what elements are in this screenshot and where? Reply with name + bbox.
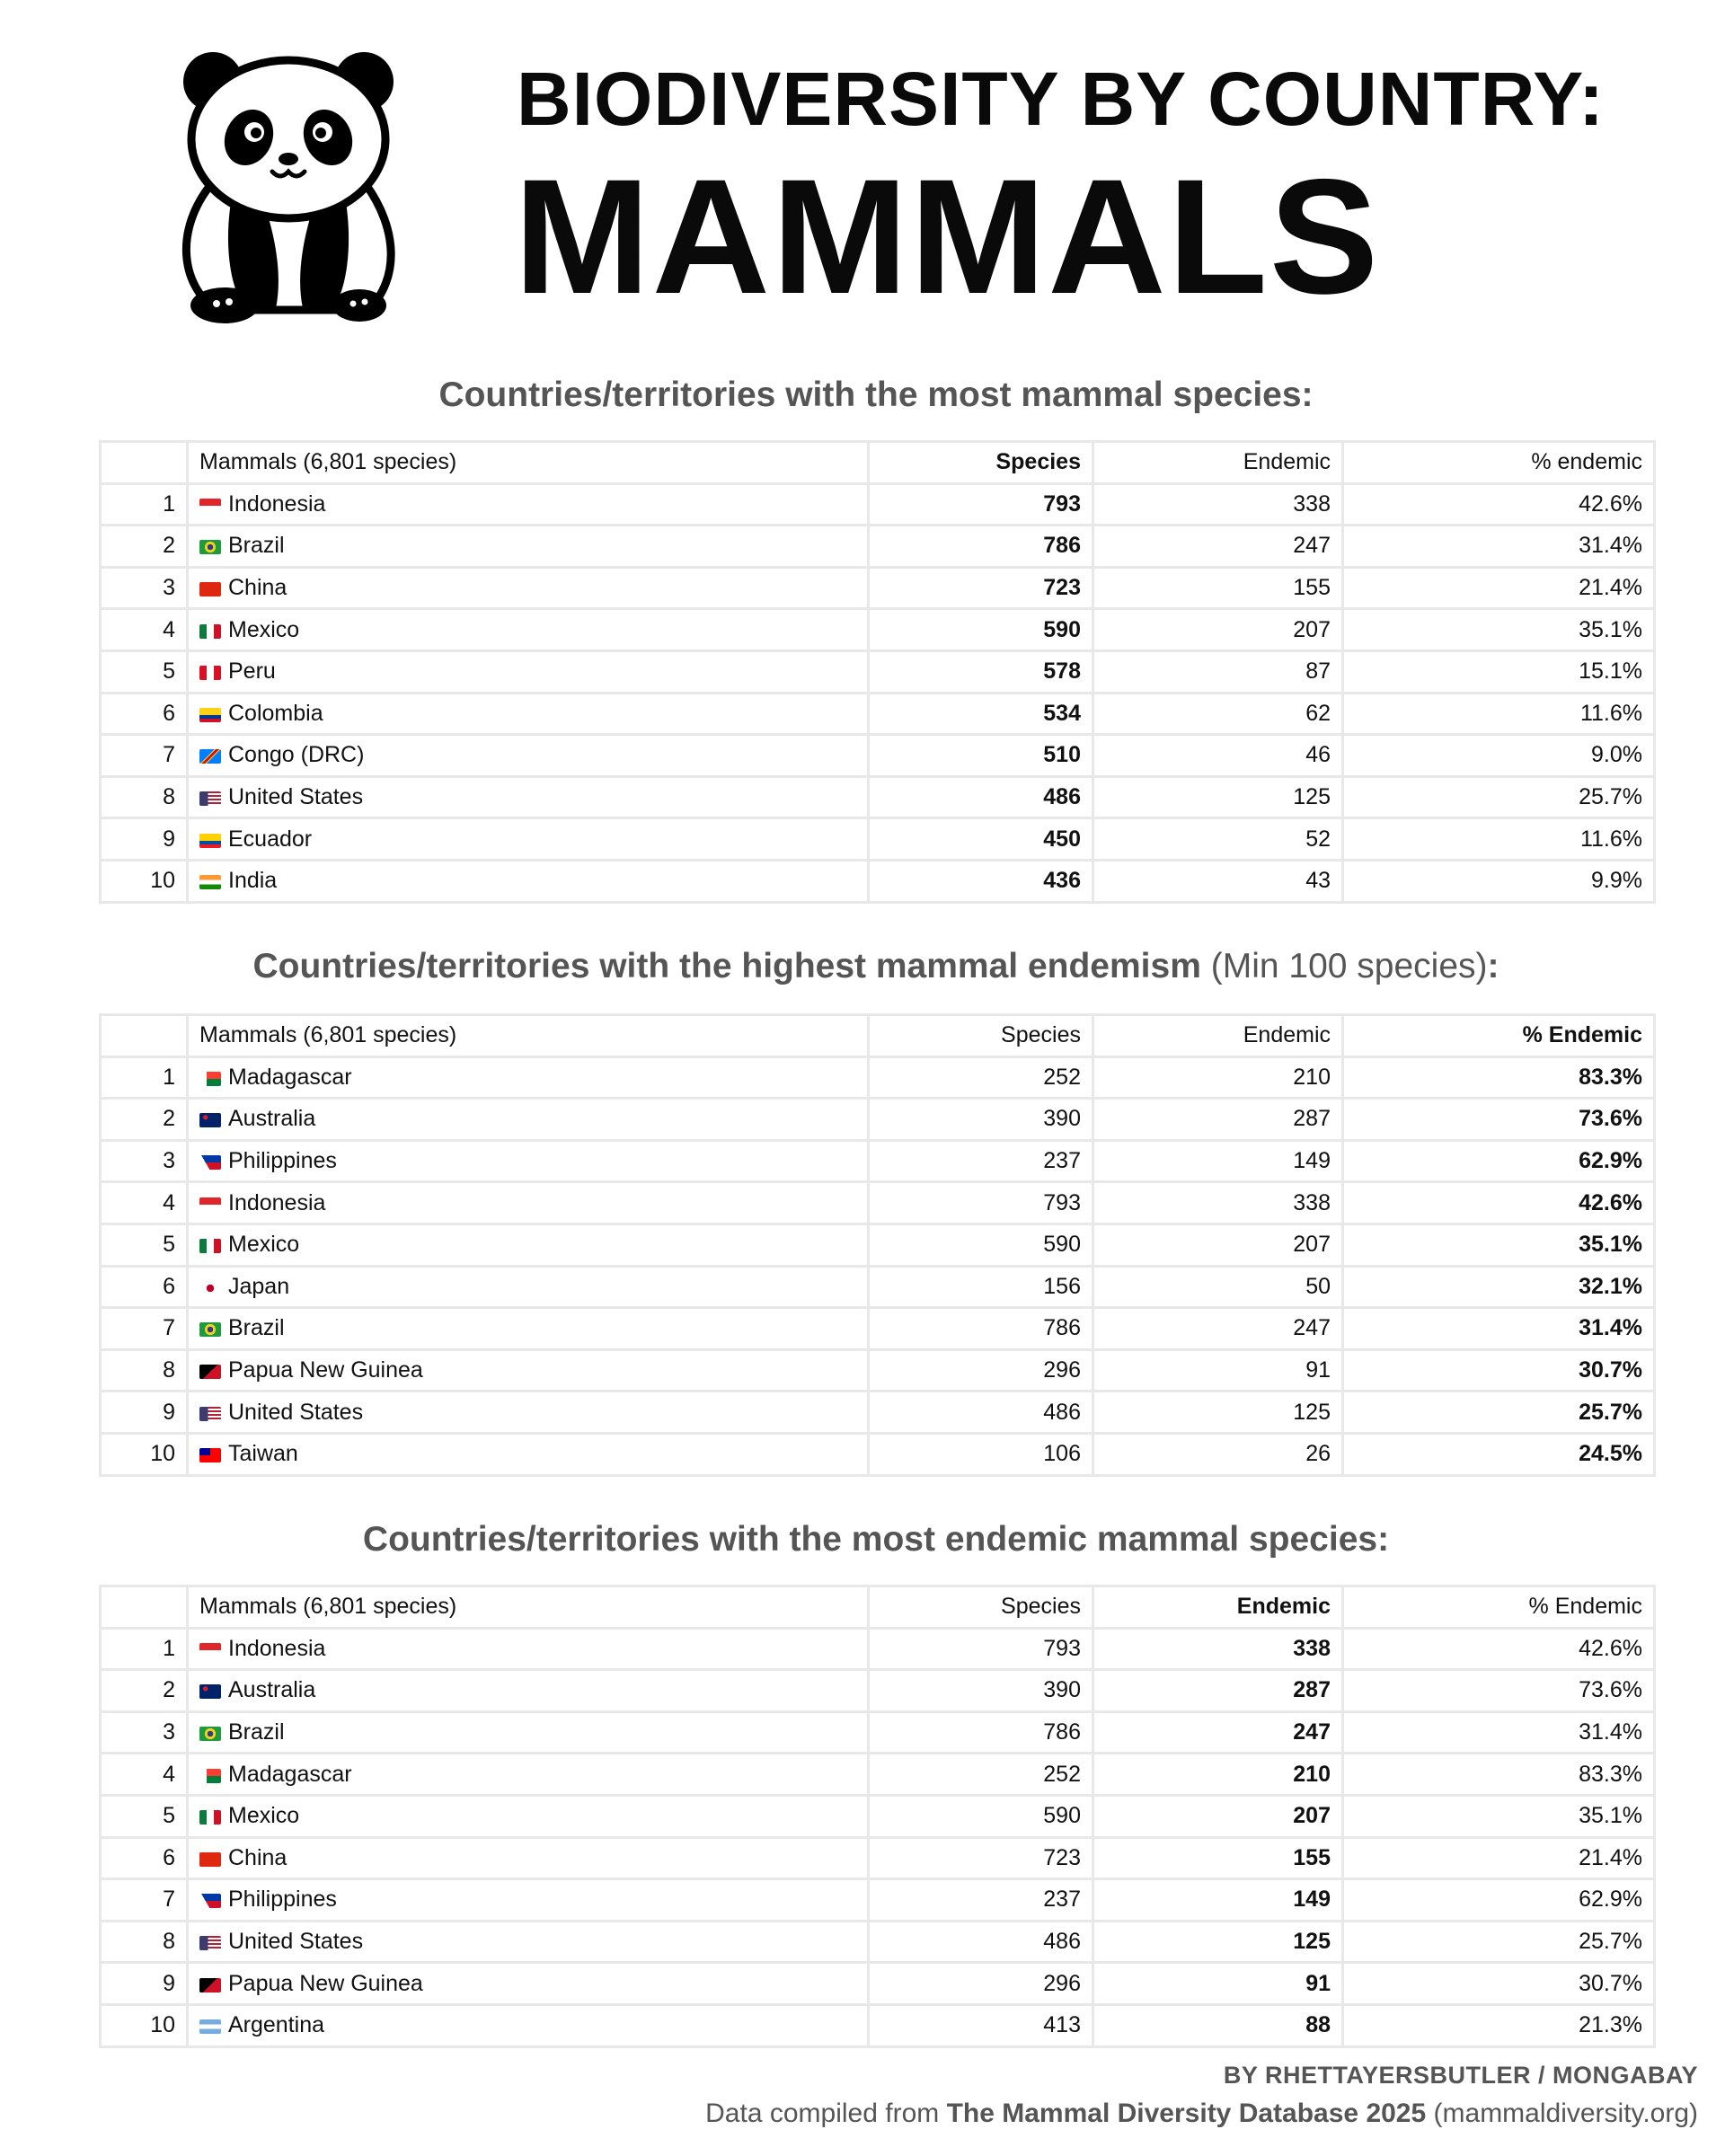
endemic-cell: 91 (1093, 1963, 1343, 2005)
table-row (101, 526, 1655, 568)
endemic-cell: 247 (1093, 1308, 1343, 1350)
species-cell: 296 (869, 1349, 1093, 1392)
brazil-flag-icon (199, 540, 221, 554)
table-row (101, 860, 1655, 902)
country-cell (188, 567, 869, 609)
australia-flag-icon (199, 1113, 221, 1127)
endemic-cell: 125 (1093, 1921, 1343, 1963)
table-row (101, 1224, 1655, 1266)
species-cell: 436 (869, 860, 1093, 902)
rank-cell: 9 (101, 1392, 188, 1434)
table-row (101, 2004, 1655, 2046)
rank-cell: 4 (101, 1754, 188, 1796)
rank-cell: 8 (101, 776, 188, 818)
table-row (101, 1392, 1655, 1434)
rank-cell: 9 (101, 818, 188, 861)
endemic-cell: 338 (1093, 1182, 1343, 1224)
table-row (101, 1056, 1655, 1099)
species-cell: 450 (869, 818, 1093, 861)
country-name: United States (228, 784, 364, 810)
title-line-1: BIODIVERSITY BY COUNTRY: (517, 57, 1606, 141)
endemic-cell: 207 (1093, 609, 1343, 651)
country-cell (188, 1837, 869, 1879)
country-cell (188, 776, 869, 818)
rank-cell: 1 (101, 1628, 188, 1670)
country-name: Madagascar (228, 1064, 352, 1090)
country-name: Indonesia (228, 1189, 326, 1215)
country-name: Australia (228, 1106, 316, 1132)
source-name: The Mammal Diversity Database 2025 (946, 2099, 1427, 2128)
pct-endemic-cell: 73.6% (1343, 1670, 1655, 1712)
rank-cell: 2 (101, 1670, 188, 1712)
endemic-cell: 338 (1093, 483, 1343, 526)
table-row (101, 1754, 1655, 1796)
section-heading-main: Countries/territories with the highest mammal endemism (252, 947, 1201, 985)
endemic-cell: 287 (1093, 1670, 1343, 1712)
rank-cell: 5 (101, 1224, 188, 1266)
country-name: Australia (228, 1677, 316, 1703)
rank-cell: 4 (101, 609, 188, 651)
column-header (101, 1586, 188, 1629)
table-row (101, 1182, 1655, 1224)
species-cell: 237 (869, 1140, 1093, 1182)
brazil-flag-icon (199, 1727, 221, 1741)
country-cell (188, 693, 869, 735)
table-row (101, 1628, 1655, 1670)
india-flag-icon (199, 875, 221, 889)
colombia-flag-icon (199, 708, 221, 722)
rank-cell: 2 (101, 526, 188, 568)
country-cell (188, 1963, 869, 2005)
madagascar-flag-icon (199, 1072, 221, 1086)
country-name: Ecuador (228, 826, 313, 852)
species-cell: 486 (869, 1921, 1093, 1963)
pct-endemic-cell: 31.4% (1343, 1308, 1655, 1350)
endemic-cell: 43 (1093, 860, 1343, 902)
table-row (101, 776, 1655, 818)
country-cell (188, 1099, 869, 1141)
table-row (101, 1879, 1655, 1922)
endemic-cell: 207 (1093, 1224, 1343, 1266)
species-cell: 590 (869, 1224, 1093, 1266)
mexico-flag-icon (199, 624, 221, 639)
rank-cell: 10 (101, 860, 188, 902)
pct-endemic-cell: 31.4% (1343, 526, 1655, 568)
table-most-species (99, 440, 1656, 904)
table-row (101, 1140, 1655, 1182)
species-cell: 793 (869, 1628, 1093, 1670)
section-heading-note: (Min 100 species) (1210, 947, 1488, 985)
pct-endemic-cell: 25.7% (1343, 1921, 1655, 1963)
pct-endemic-cell: 32.1% (1343, 1266, 1655, 1308)
pct-endemic-cell: 24.5% (1343, 1433, 1655, 1475)
endemic-cell: 210 (1093, 1754, 1343, 1796)
rank-cell: 10 (101, 2004, 188, 2046)
table-most-endemic (99, 1585, 1656, 2048)
country-cell (188, 818, 869, 861)
country-name: Papua New Guinea (228, 1970, 423, 1996)
table-row (101, 735, 1655, 777)
country-name: Indonesia (228, 490, 326, 517)
table-row (101, 1837, 1655, 1879)
column-header: Species (869, 1015, 1093, 1057)
pct-endemic-cell: 30.7% (1343, 1349, 1655, 1392)
country-cell (188, 650, 869, 693)
species-cell: 793 (869, 483, 1093, 526)
country-cell (188, 1392, 869, 1434)
ecuador-flag-icon (199, 834, 221, 848)
pct-endemic-cell: 9.0% (1343, 735, 1655, 777)
species-cell: 590 (869, 609, 1093, 651)
country-cell (188, 1879, 869, 1922)
table-row (101, 650, 1655, 693)
table-row (101, 1921, 1655, 1963)
page-title: MAMMALS (514, 145, 1381, 328)
species-cell: 510 (869, 735, 1093, 777)
country-name: Brazil (228, 533, 285, 559)
rank-cell: 5 (101, 1795, 188, 1837)
table-row (101, 818, 1655, 861)
pct-endemic-cell: 21.4% (1343, 567, 1655, 609)
endemic-cell: 247 (1093, 526, 1343, 568)
column-header: Endemic (1093, 1015, 1343, 1057)
png-flag-icon (199, 1978, 221, 1993)
species-cell: 390 (869, 1670, 1093, 1712)
rank-cell: 1 (101, 1056, 188, 1099)
endemic-cell: 87 (1093, 650, 1343, 693)
credit: BY RHETTAYERSBUTLER / MONGABAY (1223, 2062, 1698, 2089)
endemic-cell: 210 (1093, 1056, 1343, 1099)
endemic-cell: 26 (1093, 1433, 1343, 1475)
table-row (101, 1711, 1655, 1754)
rank-cell: 7 (101, 735, 188, 777)
endemic-cell: 125 (1093, 1392, 1343, 1434)
country-cell (188, 1711, 869, 1754)
column-header: % endemic (1343, 442, 1655, 484)
pct-endemic-cell: 73.6% (1343, 1099, 1655, 1141)
country-name: Colombia (228, 700, 323, 726)
mexico-flag-icon (199, 1810, 221, 1825)
table-row (101, 1670, 1655, 1712)
table-header-row (101, 1586, 1655, 1629)
rank-cell: 3 (101, 1140, 188, 1182)
table-row (101, 567, 1655, 609)
country-name: Mexico (228, 616, 300, 642)
species-cell: 390 (869, 1099, 1093, 1141)
section-heading (99, 947, 1653, 986)
rank-cell: 5 (101, 650, 188, 693)
species-cell: 723 (869, 1837, 1093, 1879)
column-header: Endemic (1093, 442, 1343, 484)
rank-cell: 7 (101, 1879, 188, 1922)
country-name: Madagascar (228, 1761, 352, 1787)
country-cell (188, 1670, 869, 1712)
section-heading-end: : (1487, 947, 1499, 985)
species-cell: 296 (869, 1963, 1093, 2005)
column-header: Species (869, 1586, 1093, 1629)
section-heading: Countries/territories with the most mammal species: (438, 376, 1314, 414)
table-row (101, 1349, 1655, 1392)
species-cell: 486 (869, 776, 1093, 818)
endemic-cell: 149 (1093, 1140, 1343, 1182)
pct-endemic-cell: 62.9% (1343, 1140, 1655, 1182)
column-header: Endemic (1093, 1586, 1343, 1629)
australia-flag-icon (199, 1684, 221, 1699)
country-cell (188, 1140, 869, 1182)
species-cell: 786 (869, 526, 1093, 568)
endemic-cell: 91 (1093, 1349, 1343, 1392)
section-highest-endemism (99, 947, 1653, 986)
country-name: Papua New Guinea (228, 1357, 423, 1383)
table-row (101, 609, 1655, 651)
indonesia-flag-icon (199, 1197, 221, 1212)
endemic-cell: 338 (1093, 1628, 1343, 1670)
drc-flag-icon (199, 749, 221, 764)
rank-cell: 6 (101, 1266, 188, 1308)
pct-endemic-cell: 83.3% (1343, 1754, 1655, 1796)
pct-endemic-cell: 35.1% (1343, 1224, 1655, 1266)
philippines-flag-icon (199, 1155, 221, 1170)
png-flag-icon (199, 1365, 221, 1379)
species-cell: 486 (869, 1392, 1093, 1434)
pct-endemic-cell: 31.4% (1343, 1711, 1655, 1754)
table-row (101, 1099, 1655, 1141)
rank-cell: 3 (101, 1711, 188, 1754)
china-flag-icon (199, 582, 221, 596)
table-row (101, 483, 1655, 526)
rank-cell: 9 (101, 1963, 188, 2005)
madagascar-flag-icon (199, 1769, 221, 1783)
indonesia-flag-icon (199, 499, 221, 513)
country-cell (188, 1628, 869, 1670)
country-cell (188, 1754, 869, 1796)
country-name: Japan (228, 1273, 290, 1299)
rank-cell: 2 (101, 1099, 188, 1141)
pct-endemic-cell: 42.6% (1343, 1182, 1655, 1224)
table-header-row (101, 1015, 1655, 1057)
rank-cell: 7 (101, 1308, 188, 1350)
country-name: Argentina (228, 2012, 325, 2038)
country-name: Philippines (228, 1148, 337, 1174)
species-cell: 534 (869, 693, 1093, 735)
country-cell (188, 1795, 869, 1837)
column-header (101, 442, 188, 484)
pct-endemic-cell: 21.4% (1343, 1837, 1655, 1879)
pct-endemic-cell: 42.6% (1343, 1628, 1655, 1670)
country-name: Brazil (228, 1315, 285, 1341)
table-row (101, 1433, 1655, 1475)
header (0, 0, 1725, 359)
taiwan-flag-icon (199, 1448, 221, 1462)
rank-cell: 6 (101, 693, 188, 735)
rank-cell: 1 (101, 483, 188, 526)
species-cell: 590 (869, 1795, 1093, 1837)
column-header: Mammals (6,801 species) (188, 1586, 869, 1629)
country-name: Brazil (228, 1719, 285, 1745)
section-most-endemic (99, 1520, 1653, 1560)
country-cell (188, 1182, 869, 1224)
pct-endemic-cell: 42.6% (1343, 483, 1655, 526)
species-cell: 786 (869, 1308, 1093, 1350)
endemic-cell: 207 (1093, 1795, 1343, 1837)
country-cell (188, 1056, 869, 1099)
endemic-cell: 125 (1093, 776, 1343, 818)
species-cell: 237 (869, 1879, 1093, 1922)
endemic-cell: 62 (1093, 693, 1343, 735)
pct-endemic-cell: 30.7% (1343, 1963, 1655, 2005)
country-cell (188, 1308, 869, 1350)
species-cell: 106 (869, 1433, 1093, 1475)
pct-endemic-cell: 15.1% (1343, 650, 1655, 693)
species-cell: 252 (869, 1056, 1093, 1099)
table-highest-endemism (99, 1013, 1656, 1477)
country-cell (188, 609, 869, 651)
pct-endemic-cell: 21.3% (1343, 2004, 1655, 2046)
rank-cell: 3 (101, 567, 188, 609)
rank-cell: 10 (101, 1433, 188, 1475)
brazil-flag-icon (199, 1322, 221, 1337)
indonesia-flag-icon (199, 1643, 221, 1657)
rank-cell: 8 (101, 1921, 188, 1963)
rank-cell: 4 (101, 1182, 188, 1224)
country-name: United States (228, 1399, 364, 1425)
source-prefix: Data compiled from (705, 2099, 947, 2128)
column-header: Species (869, 442, 1093, 484)
endemic-cell: 287 (1093, 1099, 1343, 1141)
column-header: Mammals (6,801 species) (188, 1015, 869, 1057)
endemic-cell: 46 (1093, 735, 1343, 777)
country-name: United States (228, 1929, 364, 1955)
section-heading: Countries/territories with the most endemic mammal species: (362, 1520, 1390, 1559)
source-note (705, 2099, 1698, 2129)
country-name: Indonesia (228, 1635, 326, 1661)
usa-flag-icon (199, 1407, 221, 1421)
species-cell: 156 (869, 1266, 1093, 1308)
country-cell (188, 1433, 869, 1475)
country-name: China (228, 1844, 288, 1870)
japan-flag-icon (199, 1281, 221, 1295)
endemic-cell: 149 (1093, 1879, 1343, 1922)
species-cell: 578 (869, 650, 1093, 693)
section-most-species (99, 376, 1653, 415)
column-header: % Endemic (1343, 1015, 1655, 1057)
table-header-row (101, 442, 1655, 484)
species-cell: 413 (869, 2004, 1093, 2046)
table-row (101, 1963, 1655, 2005)
china-flag-icon (199, 1852, 221, 1867)
species-cell: 793 (869, 1182, 1093, 1224)
species-cell: 723 (869, 567, 1093, 609)
country-cell (188, 483, 869, 526)
column-header: % Endemic (1343, 1586, 1655, 1629)
endemic-cell: 155 (1093, 567, 1343, 609)
country-cell (188, 860, 869, 902)
pct-endemic-cell: 11.6% (1343, 818, 1655, 861)
table-row (101, 1266, 1655, 1308)
species-cell: 252 (869, 1754, 1093, 1796)
source-suffix: (mammaldiversity.org) (1426, 2099, 1698, 2128)
pct-endemic-cell: 62.9% (1343, 1879, 1655, 1922)
country-name: India (228, 868, 278, 894)
endemic-cell: 155 (1093, 1837, 1343, 1879)
peru-flag-icon (199, 666, 221, 680)
column-header (101, 1015, 188, 1057)
pct-endemic-cell: 25.7% (1343, 1392, 1655, 1434)
pct-endemic-cell: 35.1% (1343, 1795, 1655, 1837)
country-name: China (228, 575, 288, 601)
species-cell: 786 (869, 1711, 1093, 1754)
philippines-flag-icon (199, 1894, 221, 1908)
table-row (101, 693, 1655, 735)
country-name: Philippines (228, 1886, 337, 1913)
endemic-cell: 50 (1093, 1266, 1343, 1308)
country-cell (188, 2004, 869, 2046)
endemic-cell: 52 (1093, 818, 1343, 861)
endemic-cell: 247 (1093, 1711, 1343, 1754)
argentina-flag-icon (199, 2019, 221, 2034)
country-name: Congo (DRC) (228, 742, 365, 768)
column-header: Mammals (6,801 species) (188, 442, 869, 484)
pct-endemic-cell: 9.9% (1343, 860, 1655, 902)
table-row (101, 1308, 1655, 1350)
pct-endemic-cell: 11.6% (1343, 693, 1655, 735)
country-name: Peru (228, 658, 276, 685)
rank-cell: 6 (101, 1837, 188, 1879)
panda-icon (175, 49, 404, 323)
country-cell (188, 1921, 869, 1963)
mexico-flag-icon (199, 1239, 221, 1253)
pct-endemic-cell: 83.3% (1343, 1056, 1655, 1099)
usa-flag-icon (199, 791, 221, 806)
country-name: Mexico (228, 1232, 300, 1258)
country-cell (188, 526, 869, 568)
table-row (101, 1795, 1655, 1837)
pct-endemic-cell: 35.1% (1343, 609, 1655, 651)
country-cell (188, 735, 869, 777)
usa-flag-icon (199, 1936, 221, 1950)
country-cell (188, 1224, 869, 1266)
country-cell (188, 1266, 869, 1308)
endemic-cell: 88 (1093, 2004, 1343, 2046)
rank-cell: 8 (101, 1349, 188, 1392)
country-cell (188, 1349, 869, 1392)
country-name: Taiwan (228, 1441, 298, 1467)
pct-endemic-cell: 25.7% (1343, 776, 1655, 818)
country-name: Mexico (228, 1803, 300, 1829)
